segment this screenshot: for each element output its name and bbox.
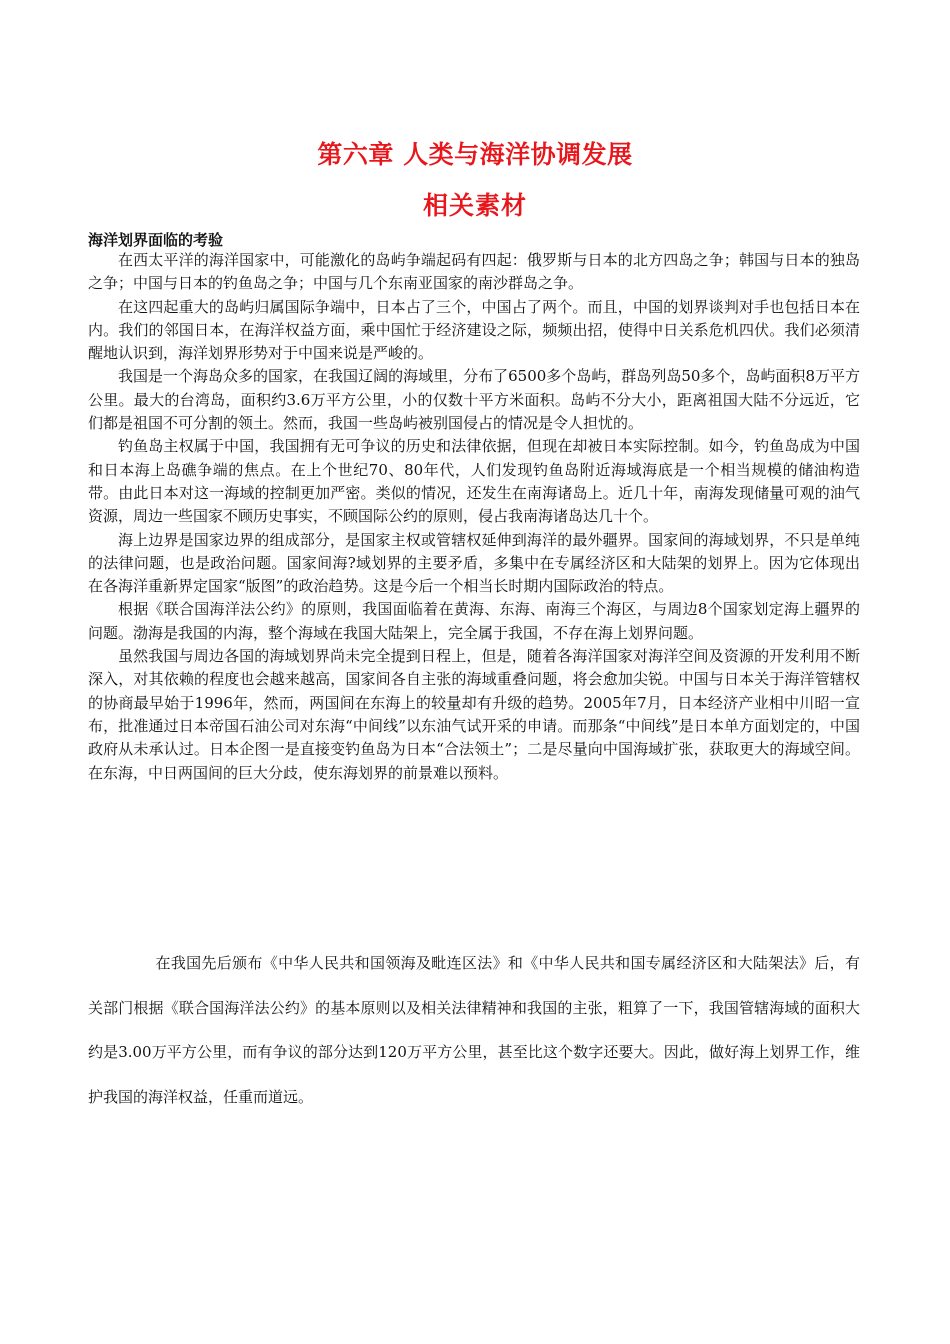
closing-section [88,941,860,1119]
section-heading: 海洋划界面临的考验 [88,231,224,249]
chapter-title: 第六章 人类与海洋协调发展 [317,140,633,169]
closing-paragraph: 在我国先后颁布《中华人民共和国领海及毗连区法》和《中华人民共和国专属经济区和大陆架法》后，有关部门根据《联合国海洋法公约》的基本原则以及相关法律精神和我国的主张，粗算了一下，我国管辖海域的面积大约是3.00万平方公里，而有争议的部分达到120万平方公里，甚至比这个数字还要大。因此，做好海上划界工作，维护我国的海洋权益，任重而道远。 [88,954,860,1106]
paragraph: 在西太平洋的海洋国家中，可能激化的岛屿争端起码有四起：俄罗斯与日本的北方四岛之争；韩国与日本的独岛之争；中国与日本的钓鱼岛之争；中国与几个东南亚国家的南沙群岛之争。 [88,251,860,293]
article-body [88,249,860,785]
paragraph: 在这四起重大的岛屿归属国际争端中，日本占了三个，中国占了两个。而且，中国的划界谈判对手也包括日本在内。我们的邻国日本，在海洋权益方面，乘中国忙于经济建设之际，频频出招，使得中日关系危机四伏。我们必须清醒地认识到，海洋划界形势对于中国来说是严峻的。 [88,297,860,363]
paragraph: 我国是一个海岛众多的国家，在我国辽阔的海域里，分布了6500多个岛屿，群岛列岛50多个，岛屿面积8万平方公里。最大的台湾岛，面积约3.6万平方公里，小的仅数十平方米面积。岛屿不分大小，距离祖国大陆不分远近，它们都是祖国不可分割的领土。然而，我国一些岛屿被别国侵占的情况是令人担忧的。 [88,367,860,433]
paragraph: 钓鱼岛主权属于中国，我国拥有无可争议的历史和法律依据，但现在却被日本实际控制。如今，钓鱼岛成为中国和日本海上岛礁争端的焦点。在上个世纪70、80年代，人们发现钓鱼岛附近海域海底是一个相当规模的储油构造带。由此日本对这一海域的控制更加严密。类似的情况，还发生在南海诸岛上。近几十年，南海发现储量可观的油气资源，周边一些国家不顾历史事实，不顾国际公约的原则，侵占我南海诸岛达几十个。 [88,437,860,526]
paragraph: 根据《联合国海洋法公约》的原则，我国面临着在黄海、东海、南海三个海区，与周边8个国家划定海上疆界的问题。渤海是我国的内海，整个海域在我国大陆架上，完全属于我国，不存在海上划界问题。 [88,600,860,642]
paragraph: 海上边界是国家边界的组成部分，是国家主权或管辖权延伸到海洋的最外疆界。国家间的海域划界，不只是单纯的法律问题，也是政治问题。国家间海?域划界的主要矛盾，多集中在专属经济区和大陆架的划界上。因为它体现出在各海洋重新界定国家“版图”的政治趋势。这是今后一个相当长时期内国际政治的特点。 [88,530,860,596]
subtitle: 相关素材 [422,191,527,220]
paragraph: 虽然我国与周边各国的海域划界尚未完全提到日程上，但是，随着各海洋国家对海洋空间及资源的开发利用不断深入，对其依赖的程度也会越来越高，国家间各自主张的海域重叠问题，将会愈加尖锐。中国与日本关于海洋管辖权的协商最早始于1996年，然而，两国间在东海上的较量却有升级的趋势。2005年7月，日本经济产业相中川昭一宣布，批准通过日本帝国石油公司对东海“中间线”以东油气试开采的申请。而那条“中间线”是日本单方面划定的，中国政府从未承认过。日本企图一是直接变钓鱼岛为日本“合法领土”；二是尽量向中国海域扩张，获取更大的海域空间。在东海，中日两国间的巨大分歧，使东海划界的前景难以预料。 [88,647,860,782]
